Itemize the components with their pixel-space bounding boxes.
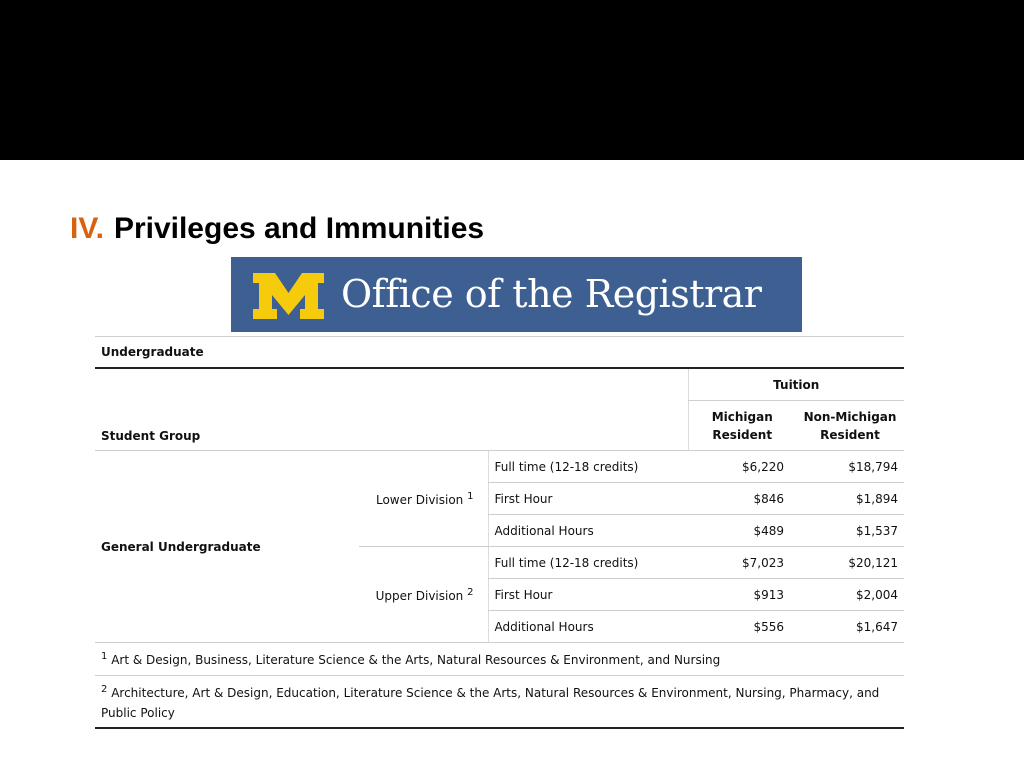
- non-michigan-tuition: $1,537: [796, 515, 904, 547]
- michigan-tuition: $6,220: [688, 451, 796, 483]
- michigan-tuition: $846: [688, 483, 796, 515]
- row-item: Full time (12-18 credits): [488, 451, 688, 483]
- upper-division-label: Upper Division $^2$: [359, 547, 488, 643]
- michigan-tuition: $489: [688, 515, 796, 547]
- table-row: [95, 451, 904, 483]
- section-header-row: [95, 337, 904, 369]
- student-group-header: Student Group: [95, 368, 688, 451]
- michigan-resident-header: Michigan Resident: [688, 401, 796, 451]
- section-number: IV.: [70, 212, 104, 245]
- non-michigan-resident-header: Non-Michigan Resident: [796, 401, 904, 451]
- footnote-row: [95, 643, 904, 676]
- michigan-tuition: $913: [688, 579, 796, 611]
- slide-title: [70, 212, 484, 246]
- row-item: Additional Hours: [488, 611, 688, 643]
- tuition-header: Tuition: [688, 368, 904, 401]
- footnote-2: $^2$ Architecture, Art & Design, Education, Literature Science & the Arts, Natural Resources & Environment, Nursing, Pharmacy, and Public Policy: [95, 676, 904, 729]
- footnote-row: [95, 676, 904, 729]
- group-label: General Undergraduate: [95, 451, 359, 643]
- section-label: Undergraduate: [95, 337, 904, 369]
- michigan-tuition: $7,023: [688, 547, 796, 579]
- row-item: Full time (12-18 credits): [488, 547, 688, 579]
- row-item: Additional Hours: [488, 515, 688, 547]
- michigan-m-logo: [251, 271, 326, 321]
- registrar-banner: [231, 257, 802, 332]
- row-item: First Hour: [488, 483, 688, 515]
- non-michigan-tuition: $2,004: [796, 579, 904, 611]
- tuition-table: [95, 336, 904, 729]
- section-title: Privileges and Immunities: [113, 212, 485, 245]
- non-michigan-tuition: $20,121: [796, 547, 904, 579]
- row-item: First Hour: [488, 579, 688, 611]
- michigan-tuition: $556: [688, 611, 796, 643]
- footnote-1: $^1$ Art & Design, Business, Literature Science & the Arts, Natural Resources & Environment, and Nursing: [95, 643, 904, 676]
- column-header-row: [95, 368, 904, 401]
- banner-title: Office of the Registrar: [341, 272, 762, 316]
- non-michigan-tuition: $18,794: [796, 451, 904, 483]
- non-michigan-tuition: $1,647: [796, 611, 904, 643]
- top-bar: [0, 0, 1024, 160]
- non-michigan-tuition: $1,894: [796, 483, 904, 515]
- lower-division-label: Lower Division $^1$: [359, 451, 488, 547]
